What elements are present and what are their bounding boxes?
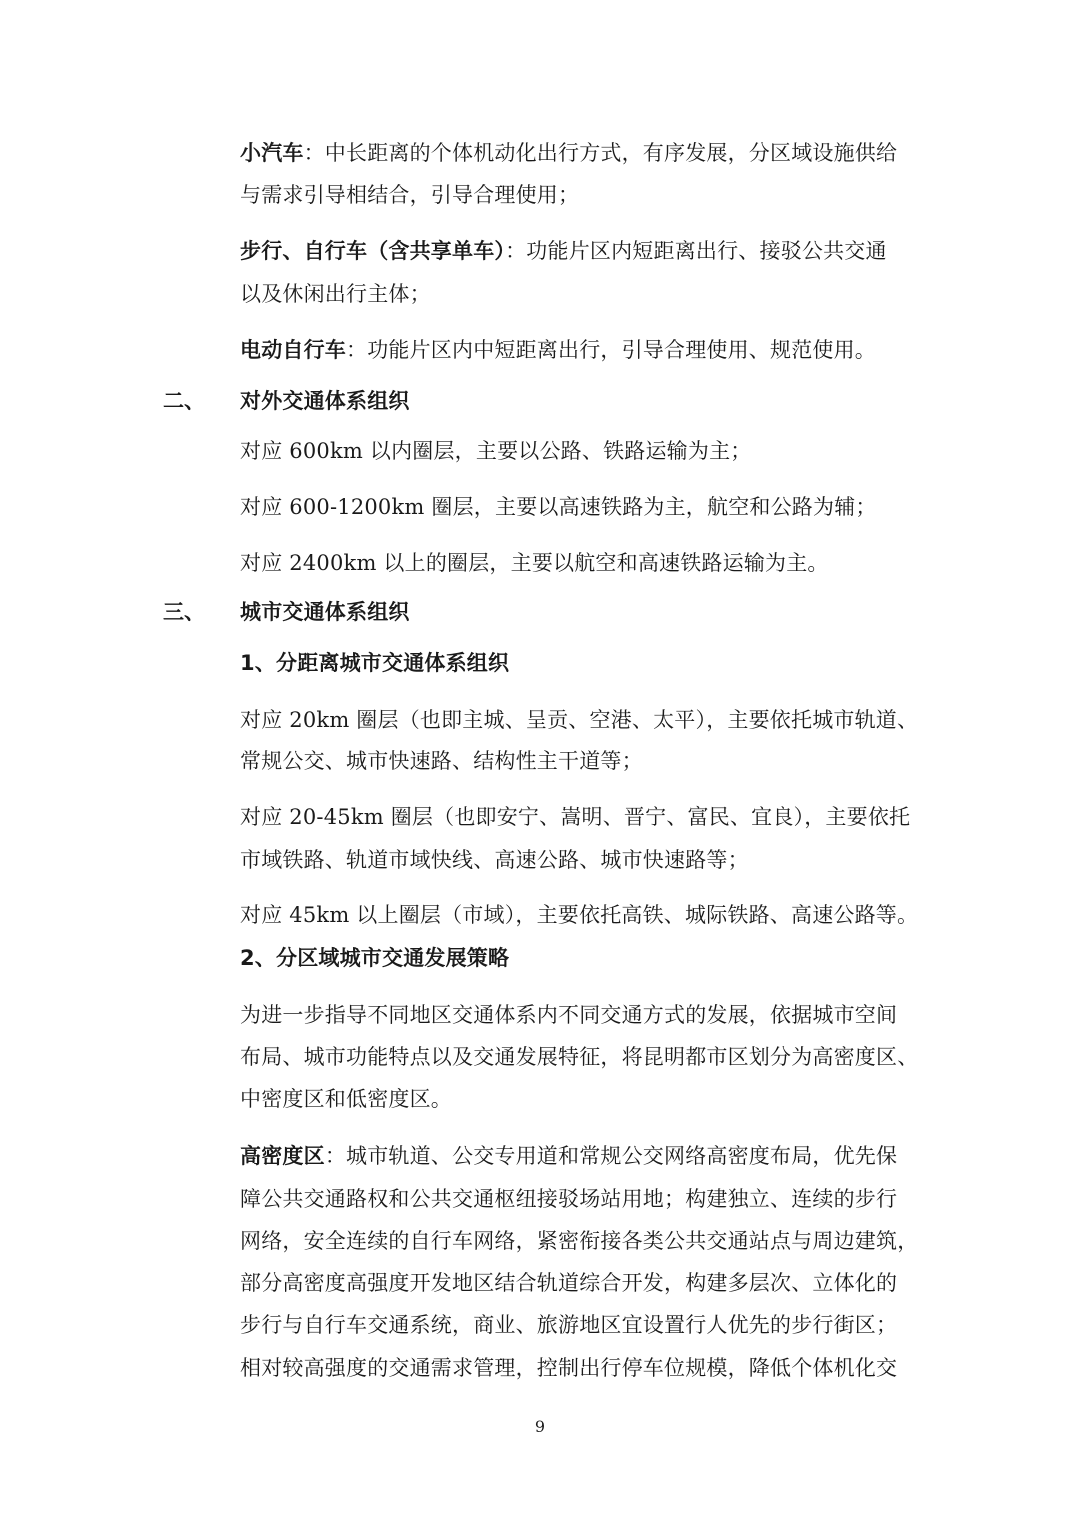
car-paragraph-line-1 xyxy=(240,138,897,168)
car-paragraph-line-2: 与需求引导相结合，引导合理使用； xyxy=(240,183,580,207)
walk-bike-term: 步行、自行车（含共享单车） xyxy=(240,239,506,263)
high-density-line-6: 相对较高强度的交通需求管理，控制出行停车位规模，降低个体机化交 xyxy=(240,1356,898,1380)
section-2-title: 对外交通体系组织 xyxy=(240,389,410,413)
section-3-number: 三、 xyxy=(163,600,205,624)
sub2-intro-line-1: 为进一步指导不同地区交通体系内不同交通方式的发展，依据城市空间 xyxy=(240,1003,898,1027)
ebike-text: ：功能片区内中短距离出行，引导合理使用、规范使用。 xyxy=(346,338,876,362)
high-density-line-3: 网络，安全连续的自行车网络，紧密衔接各类公共交通站点与周边建筑， xyxy=(240,1229,919,1253)
walk-bike-paragraph-line-1 xyxy=(240,236,887,266)
sub1-item-3: 对应 45km 以上圈层（市域），主要依托高铁、城际铁路、高速公路等。 xyxy=(240,903,919,927)
sub2-intro-line-2: 布局、城市功能特点以及交通发展特征，将昆明都市区划分为高密度区、 xyxy=(240,1045,919,1069)
sub1-item-2-line-2: 市域铁路、轨道市域快线、高速公路、城市快速路等； xyxy=(240,848,749,872)
high-density-line-2: 障公共交通路权和公共交通枢纽接驳场站用地；构建独立、连续的步行 xyxy=(240,1187,898,1211)
sub1-item-1-line-1: 对应 20km 圈层（也即主城、呈贡、空港、太平），主要依托城市轨道、 xyxy=(240,708,919,732)
page-number: 9 xyxy=(534,1417,546,1436)
section-2-item-1: 对应 600km 以内圈层，主要以公路、铁路运输为主； xyxy=(240,439,752,463)
high-density-line-4: 部分高密度高强度开发地区结合轨道综合开发，构建多层次、立体化的 xyxy=(240,1271,898,1295)
high-density-text: ：城市轨道、公交专用道和常规公交网络高密度布局，优先保 xyxy=(324,1144,898,1168)
high-density-line-5: 步行与自行车交通系统，商业、旅游地区宜设置行人优先的步行街区； xyxy=(240,1313,898,1337)
section-3-title: 城市交通体系组织 xyxy=(240,600,410,624)
subsection-1-title: 1、分距离城市交通体系组织 xyxy=(240,651,510,675)
high-density-line-1 xyxy=(240,1141,897,1171)
section-2-item-3: 对应 2400km 以上的圈层，主要以航空和高速铁路运输为主。 xyxy=(240,551,829,575)
car-term: 小汽车 xyxy=(240,141,304,165)
subsection-2-title: 2、分区域城市交通发展策略 xyxy=(240,946,510,970)
car-text: ：中长距离的个体机动化出行方式，有序发展，分区域设施供给 xyxy=(303,141,898,165)
sub1-item-1-line-2: 常规公交、城市快速路、结构性主干道等； xyxy=(240,749,643,773)
ebike-term: 电动自行车 xyxy=(240,338,346,362)
section-2-number: 二、 xyxy=(163,389,205,413)
sub1-item-2-line-1: 对应 20-45km 圈层（也即安宁、嵩明、晋宁、富民、宜良），主要依托 xyxy=(240,805,911,829)
sub2-intro-line-3: 中密度区和低密度区。 xyxy=(240,1087,452,1111)
walk-bike-paragraph-line-2: 以及休闲出行主体； xyxy=(240,282,431,306)
walk-bike-text: ：功能片区内短距离出行、接驳公共交通 xyxy=(505,239,887,263)
ebike-paragraph-line-1 xyxy=(240,335,876,365)
high-density-term: 高密度区 xyxy=(240,1144,325,1168)
section-2-item-2: 对应 600-1200km 圈层，主要以高速铁路为主，航空和公路为辅； xyxy=(240,495,877,519)
